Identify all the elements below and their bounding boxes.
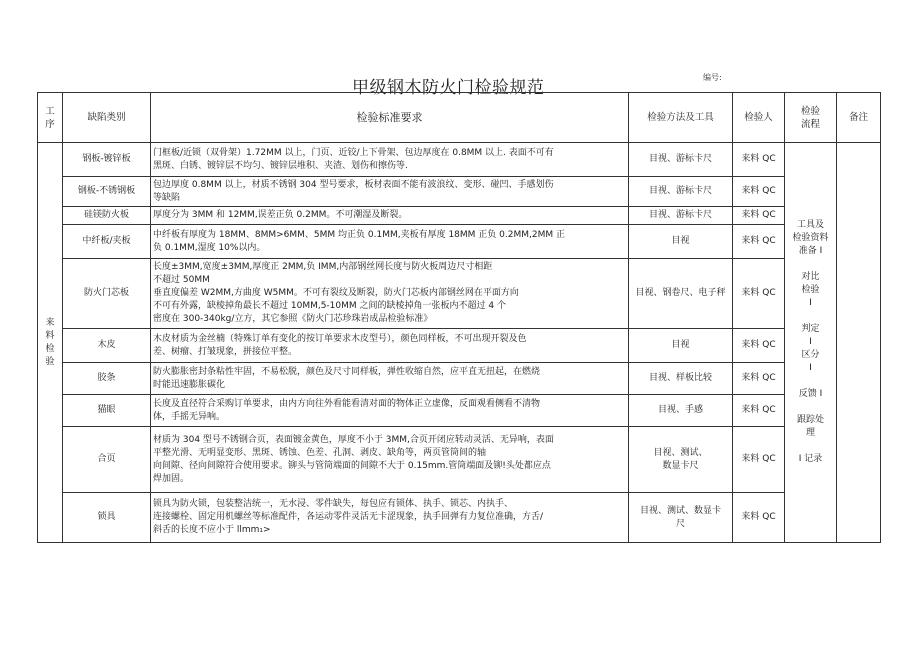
table-row — [38, 225, 881, 259]
standard-line: 时能迅速膨胀碳化 — [153, 379, 226, 390]
process-step: 准备 I — [798, 246, 823, 256]
process-step: 跟踪处 — [796, 415, 824, 425]
inspection-standard — [151, 143, 629, 177]
inspection-method: 目视、测试、 数显卡尺 — [629, 427, 733, 493]
defect-category: 中纤板/夹板 — [63, 225, 151, 259]
defect-category: 木皮 — [63, 329, 151, 363]
process-step: 对比 — [801, 272, 820, 282]
header-category: 缺陷类别 — [63, 93, 151, 143]
defect-category: 钢板-镀锌板 — [63, 143, 151, 177]
inspector: 来料 QC — [733, 259, 785, 329]
inspector: 来料 QC — [733, 363, 785, 395]
header-method: 检验方法及工具 — [629, 93, 733, 143]
standard-line: 垂直度偏差 W2MM,方曲度 W5MM。不可有裂纹及断裂，防火门芯板内部钢丝网在平面方向 — [153, 288, 519, 298]
inspection-standard — [151, 259, 629, 329]
defect-category: 锁具 — [63, 493, 151, 543]
table-row — [38, 329, 881, 363]
defect-category: 猫眼 — [63, 395, 151, 427]
document-title: 甲级钢木防火门检验规范 — [352, 78, 545, 98]
process-step: 反馈 I — [798, 389, 823, 399]
table-row — [38, 493, 881, 543]
inspection-standard — [151, 427, 629, 493]
inspector: 来料 QC — [733, 207, 785, 225]
inspector: 来料 QC — [733, 427, 785, 493]
inspection-standard — [151, 207, 629, 225]
inspector: 来料 QC — [733, 395, 785, 427]
standard-line: 负 0.1MM,湿度 10%以内。 — [153, 242, 266, 253]
inspection-method: 目视、样板比较 — [629, 363, 733, 395]
standard-line: 长度及直径符合采购订单要求，由内方向往外看能看清对面的物体正立虚像，反面观看侧看不清物 — [153, 398, 541, 409]
process-step: I 记录 — [798, 454, 823, 464]
remarks-cell — [837, 143, 881, 543]
defect-category: 合页 — [63, 427, 151, 493]
standard-line: 防火膨胀密封条粘性牢固，不易松脱，颜色及尺寸同样板，弹性收缩自然，应平直无扭起，在燃烧 — [153, 366, 541, 377]
header-process-text: 检验 流程 — [800, 105, 820, 130]
inspection-method: 目视、测试、数显卡 尺 — [629, 493, 733, 543]
process-step — [787, 258, 834, 271]
table-row — [38, 259, 881, 329]
process-step: I — [809, 298, 812, 308]
standard-line: 向间隙、径向间隙符合使用要求。铆头与管筒端面的间隙不大于 0.15mm.管筒端面及铆!头处都应点 — [153, 460, 551, 471]
inspection-method: 目视、游标卡尺 — [629, 143, 733, 177]
standard-line: 木皮材质为金丝楠（特殊订单有变化的按订单要求木皮型号），颜色同样板，不可出现开裂及色 — [153, 333, 527, 344]
defect-category: 胶条 — [63, 363, 151, 395]
defect-category: 防火门芯板 — [63, 259, 151, 329]
table-row — [38, 427, 881, 493]
inspection-method: 目视、手感 — [629, 395, 733, 427]
standard-line: 体，手摇无异响。 — [153, 411, 226, 422]
inspection-standard — [151, 329, 629, 363]
process-step: 判定 — [801, 324, 820, 334]
inspector: 来料 QC — [733, 143, 785, 177]
inspection-standard — [151, 177, 629, 207]
standard-line: 不超过 50MM — [153, 275, 210, 285]
process-step: 检验资料 — [792, 233, 829, 243]
inspector: 来料 QC — [733, 493, 785, 543]
header-standard: 检验标准要求 — [151, 93, 629, 143]
process-step — [787, 401, 834, 414]
standard-line: 平整光滑、无明显变形、黑斑、锈蚀、色差、孔洞、剥皮、缺角等，两页管筒间的轴 — [153, 447, 487, 458]
process-step: 检验 — [801, 285, 820, 295]
table-row — [38, 143, 881, 177]
inspection-method: 目视、游标卡尺 — [629, 207, 733, 225]
process-step: I — [809, 337, 812, 347]
inspection-process-flow — [785, 143, 837, 543]
standard-line: 等缺陷 — [153, 192, 181, 203]
stage-label: 来 料 检 验 — [45, 317, 55, 367]
inspection-standard — [151, 395, 629, 427]
inspection-standard — [151, 493, 629, 543]
process-step — [787, 310, 834, 323]
standard-line: 锁具为防火锁，包装整洁统一，无水浸、零件缺失，每包应有锁体、执手、锁芯、内执手、 — [153, 499, 514, 509]
table-row — [38, 177, 881, 207]
process-step — [787, 440, 834, 453]
standard-line: 连接螺栓、固定用机螺丝等标准配件，各运动零件灵活无卡涩现象，执手回弹有力复位准确，方舌/ — [153, 512, 544, 522]
standard-line: 密度在 300-340kg/立方，其它参照《防火门芯珍珠岩成品检验标准》 — [153, 314, 433, 324]
process-step: 理 — [805, 428, 815, 438]
standard-line: 中纤板有厚度为 18MM、8MM>6MM、5MM 均正负 0.1MM,夹板有厚度 18MM 正负 0.2MM,2MM 正 — [153, 229, 565, 240]
inspection-method: 目视、钢卷尺、电子秤 — [629, 259, 733, 329]
inspector: 来料 QC — [733, 177, 785, 207]
standard-line: 不可有外露，缺棱掉角最长不超过 10MM,5-10MM 之间的缺棱掉角一张板内不超过 4 个 — [153, 301, 506, 311]
standard-line: 厚度分为 3MM 和 12MM,误差正负 0.2MM。不可潮湿及断裂。 — [153, 210, 408, 220]
serial-number-label: 编号: — [703, 73, 722, 82]
inspection-method: 目视、游标卡尺 — [629, 177, 733, 207]
header-process — [785, 93, 837, 143]
table-row — [38, 363, 881, 395]
standard-line: 材质为 304 型号不锈钢合页，表面镀金黄色，厚度不小于 3MM,合页开闭应转动灵活、无异响，表面 — [153, 434, 554, 445]
standard-line: 焊加固。 — [153, 473, 190, 484]
inspection-method: 目视 — [629, 225, 733, 259]
defect-category: 硅镁防火板 — [63, 207, 151, 225]
stage-incoming-inspection — [38, 143, 63, 543]
table-row — [38, 395, 881, 427]
defect-category: 钢板-不锈钢板 — [63, 177, 151, 207]
standard-line: 差、树瘤、打皱现象，拼接位平整。 — [153, 346, 298, 357]
header-stage-text: 工 序 — [45, 105, 55, 130]
inspector: 来料 QC — [733, 329, 785, 363]
inspection-spec-table — [37, 92, 881, 543]
process-step: I — [809, 363, 812, 373]
header-note: 备注 — [837, 93, 881, 143]
inspection-standard — [151, 225, 629, 259]
header-inspector: 检验人 — [733, 93, 785, 143]
process-step: 区分 — [801, 350, 820, 360]
inspection-method: 目视 — [629, 329, 733, 363]
process-step: 工具及 — [796, 220, 824, 230]
header-row — [38, 93, 881, 143]
standard-line: 门框板/近锁（双骨架）1.72MM 以上，门页、近铰/上下骨架、包边厚度在 0.8MM 以上. 表面不可有 — [153, 147, 554, 158]
header-stage — [38, 93, 63, 143]
standard-line: 黑斑、白锈、镀锌层不均匀、镀锌层堆积、夹渣、划伤和擦伤等. — [153, 160, 408, 171]
standard-line: 包边厚度 0.8MM 以上，材质不锈钢 304 型号要求，板材表面不能有波浪纹、变形、碰凹、手感划伤 — [153, 179, 554, 190]
standard-line: 斜舌的长度不应小于 llmm₁> — [153, 525, 271, 535]
inspector: 来料 QC — [733, 225, 785, 259]
standard-line: 长度±3MM,宽度±3MM,厚度正 2MM,负 IMM,内部钢丝网长度与防火板周边尺寸相距 — [153, 262, 493, 272]
process-step — [787, 375, 834, 388]
table-row — [38, 207, 881, 225]
inspection-standard — [151, 363, 629, 395]
